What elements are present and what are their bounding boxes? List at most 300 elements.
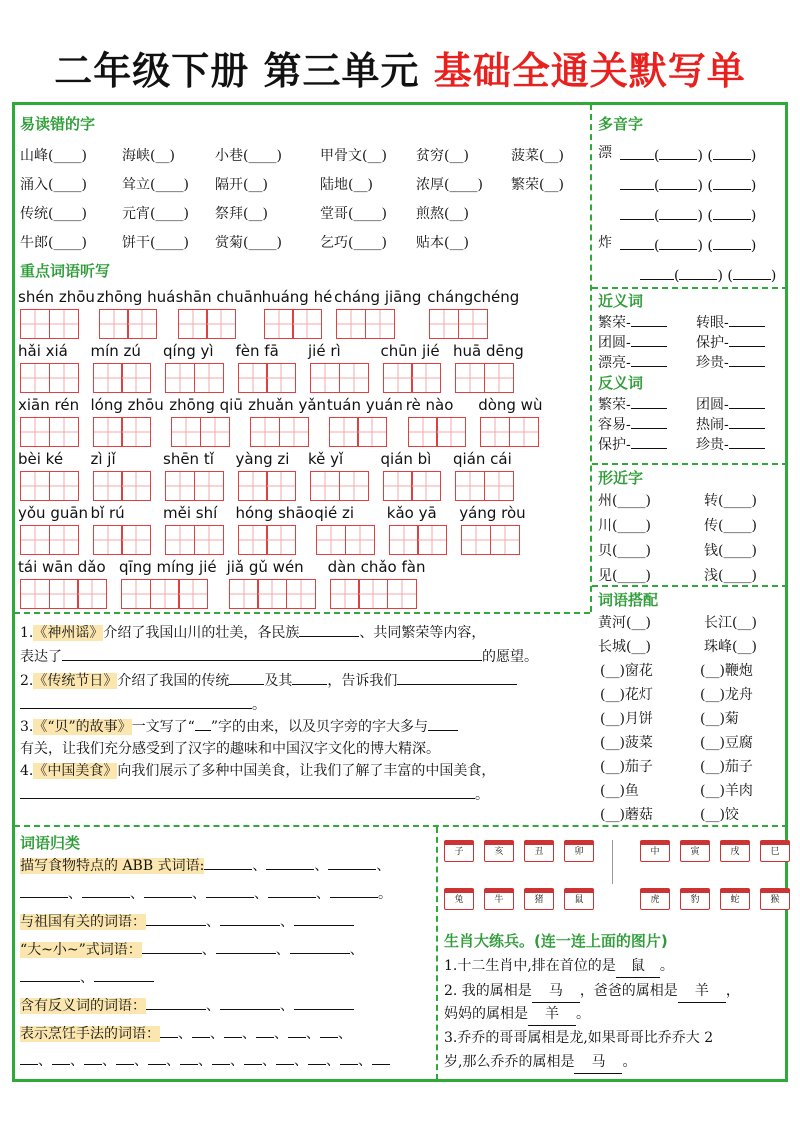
tianzige-box[interactable]	[329, 417, 359, 447]
blank[interactable]	[713, 176, 751, 190]
text-line: 、 、 、 、 、 、 、 、 、 、 、	[20, 1050, 390, 1072]
blank[interactable]	[320, 1024, 338, 1038]
antonym-word: 热闹-	[696, 417, 729, 433]
match-item[interactable]: (__)龙舟	[700, 687, 753, 703]
match-item[interactable]: (__)茄子	[600, 759, 653, 775]
synonym-word: 繁荣-	[598, 315, 631, 331]
tianzige-box[interactable]	[121, 579, 151, 609]
text-line: 描写食物特点的 ABB 式词语: 、 、 、	[20, 858, 391, 874]
section-title: 形近字	[598, 469, 644, 487]
blank[interactable]	[397, 671, 517, 685]
category-label: “大~小~”式词语：	[20, 942, 142, 958]
misread-word[interactable]: 涌入(____)	[20, 177, 87, 193]
tianzige-box[interactable]	[257, 579, 287, 609]
similar-char[interactable]: 州(____)	[598, 493, 651, 509]
tianzige-box[interactable]	[229, 579, 259, 609]
tianzige-box[interactable]	[20, 417, 50, 447]
misread-word[interactable]: 陆地(__)	[320, 177, 373, 193]
section-title: 近义词	[598, 292, 644, 310]
antonym-word: 保护-	[598, 437, 631, 453]
blank[interactable]	[294, 912, 354, 926]
pair-word	[598, 434, 667, 454]
tianzige-box[interactable]	[310, 471, 340, 501]
tianzige-box[interactable]	[480, 417, 510, 447]
text-line	[20, 670, 517, 692]
writing-boxes	[389, 525, 446, 555]
blank[interactable]	[84, 1051, 102, 1065]
misread-word[interactable]: 繁荣(__)	[511, 177, 564, 193]
tianzige-box[interactable]	[266, 525, 296, 555]
tianzige-box[interactable]	[411, 471, 441, 501]
tianzige-box[interactable]	[121, 363, 151, 393]
blank[interactable]	[256, 1024, 274, 1038]
blank[interactable]	[631, 353, 667, 367]
match-item[interactable]: (__)鱼	[600, 783, 639, 799]
blank[interactable]	[733, 266, 771, 280]
tianzige-box[interactable]	[264, 309, 294, 339]
misread-word[interactable]: 牛郎(____)	[20, 235, 87, 251]
misread-word[interactable]: 贫穷(__)	[416, 148, 469, 164]
answer[interactable]: 马	[532, 980, 580, 1003]
tianzige-box[interactable]	[461, 525, 491, 555]
similar-char[interactable]: 浅(____)	[704, 568, 757, 584]
text-line: 表示烹饪手法的词语： 、 、 、 、 、 、	[20, 1026, 352, 1042]
answer[interactable]: 马	[574, 1051, 622, 1074]
blank[interactable]	[52, 1051, 70, 1065]
tianzige-box[interactable]	[49, 579, 79, 609]
tianzige-box[interactable]	[165, 363, 195, 393]
text-line: 、	[20, 967, 154, 989]
writing-boxes	[20, 525, 77, 555]
writing-boxes	[238, 363, 295, 393]
match-item[interactable]: (__)羊肉	[700, 783, 753, 799]
zodiac-card[interactable]: 寅	[680, 840, 710, 862]
blank[interactable]	[620, 146, 654, 160]
tianzige-box[interactable]	[127, 309, 157, 339]
divider	[14, 612, 590, 614]
writing-boxes	[121, 579, 207, 609]
tianzige-box[interactable]	[387, 579, 417, 609]
pinyin: xiān rén	[18, 396, 80, 414]
pinyin: qié zi	[314, 504, 355, 522]
match-item[interactable]: (__)窗花	[600, 663, 653, 679]
blank[interactable]	[729, 353, 765, 367]
tianzige-box[interactable]	[389, 525, 419, 555]
divider	[592, 585, 788, 587]
writing-boxes	[165, 525, 222, 555]
blank[interactable]	[713, 236, 751, 250]
pinyin: kě yǐ	[308, 450, 344, 468]
tianzige-box[interactable]	[77, 579, 107, 609]
writing-boxes	[99, 309, 156, 339]
text: 表达了	[20, 649, 62, 665]
blank[interactable]	[620, 236, 654, 250]
blank[interactable]	[631, 415, 667, 429]
tianzige-box[interactable]	[279, 417, 309, 447]
tianzige-box[interactable]	[455, 363, 485, 393]
blank[interactable]	[659, 206, 697, 220]
pinyin: yáng ròu	[459, 504, 526, 522]
tianzige-box[interactable]	[238, 471, 268, 501]
blank[interactable]	[729, 313, 765, 327]
tianzige-box[interactable]	[49, 363, 79, 393]
blank[interactable]	[268, 884, 316, 898]
blank[interactable]	[144, 884, 192, 898]
blank[interactable]	[212, 1051, 230, 1065]
pair-word	[696, 352, 765, 372]
tianzige-box[interactable]	[178, 579, 208, 609]
tianzige-box[interactable]	[411, 363, 441, 393]
match-item[interactable]: (__)花灯	[600, 687, 653, 703]
text: 介绍了我国山川的壮美，各民族	[103, 625, 300, 641]
writing-boxes	[408, 417, 465, 447]
match-item[interactable]: (__)菠菜	[600, 735, 653, 751]
blank[interactable]	[216, 940, 276, 954]
blank[interactable]	[229, 671, 264, 685]
divider	[592, 287, 788, 289]
tianzige-box[interactable]	[490, 525, 520, 555]
misread-word[interactable]: 小巷(____)	[215, 148, 282, 164]
tianzige-box[interactable]	[93, 363, 123, 393]
tianzige-box[interactable]	[509, 417, 539, 447]
zodiac-card[interactable]: 蛇	[720, 888, 750, 910]
match-item[interactable]: (__)月饼	[600, 711, 653, 727]
tianzige-box[interactable]	[150, 579, 180, 609]
tianzige-box[interactable]	[20, 309, 50, 339]
tianzige-box[interactable]	[336, 309, 366, 339]
blank[interactable]	[729, 333, 765, 347]
text: 。	[659, 958, 674, 974]
match-item[interactable]: (__)蘑菇	[600, 807, 653, 823]
blank[interactable]	[729, 415, 765, 429]
zodiac-card[interactable]: 亥	[484, 840, 514, 862]
text-line	[20, 760, 495, 782]
blank[interactable]	[290, 940, 350, 954]
match-item[interactable]: 长城(__)	[598, 639, 651, 655]
blank[interactable]	[146, 996, 206, 1010]
title-black: 二年级下册 第三单元	[54, 48, 420, 93]
similar-char[interactable]: 钱(____)	[704, 543, 757, 559]
misread-word[interactable]: 堂哥(____)	[320, 206, 387, 222]
tianzige-box[interactable]	[316, 525, 346, 555]
pair-word	[598, 332, 667, 352]
zodiac-card[interactable]: 兔	[444, 888, 474, 910]
misread-word[interactable]: 浓厚(____)	[416, 177, 483, 193]
writing-boxes	[383, 471, 440, 501]
tianzige-box[interactable]	[357, 417, 387, 447]
tianzige-box[interactable]	[171, 417, 201, 447]
tianzige-box[interactable]	[250, 417, 280, 447]
misread-word[interactable]: 甲骨文(__)	[320, 148, 387, 164]
match-item[interactable]: 珠峰(__)	[704, 639, 757, 655]
blank[interactable]	[288, 1024, 306, 1038]
blank[interactable]	[620, 176, 654, 190]
tianzige-box[interactable]	[417, 525, 447, 555]
tianzige-box[interactable]	[429, 309, 459, 339]
match-item[interactable]: (__)菊	[700, 711, 739, 727]
misread-word[interactable]: 山峰(____)	[20, 148, 87, 164]
blank[interactable]	[62, 647, 482, 661]
category-label: 与祖国有关的词语：	[20, 914, 146, 930]
answer[interactable]: 羊	[678, 980, 726, 1003]
pair-word	[696, 434, 765, 454]
polyphone-char: 漂	[598, 145, 612, 161]
pinyin: bèi ké	[18, 450, 64, 468]
misread-word[interactable]: 祭拜(__)	[215, 206, 268, 222]
tianzige-box[interactable]	[49, 309, 79, 339]
pinyin: qián bì	[380, 450, 432, 468]
match-item[interactable]: (__)茄子	[700, 759, 753, 775]
answer[interactable]: 鼠	[616, 955, 660, 978]
tianzige-box[interactable]	[286, 579, 316, 609]
match-item[interactable]: (__)鞭炮	[700, 663, 753, 679]
tianzige-box[interactable]	[383, 363, 413, 393]
zodiac-card[interactable]: 子	[444, 840, 474, 862]
blank[interactable]	[116, 1051, 134, 1065]
zodiac-card[interactable]: 丑	[524, 840, 554, 862]
blank[interactable]	[299, 623, 359, 637]
tianzige-box[interactable]	[383, 471, 413, 501]
tianzige-box[interactable]	[266, 471, 296, 501]
zodiac-card[interactable]: 豹	[680, 888, 710, 910]
tianzige-box[interactable]	[20, 471, 50, 501]
similar-char[interactable]: 见(____)	[598, 568, 651, 584]
tianzige-box[interactable]	[49, 417, 79, 447]
blank[interactable]	[679, 266, 717, 280]
pinyin: hǎi xiá	[18, 342, 68, 360]
divider	[612, 840, 613, 884]
tianzige-box[interactable]	[408, 417, 438, 447]
zodiac-card[interactable]: 巳	[760, 840, 790, 862]
blank[interactable]	[180, 1051, 198, 1065]
blank[interactable]	[729, 395, 765, 409]
similar-char[interactable]: 转(____)	[704, 493, 757, 509]
text-line: 3.乔乔的哥哥属相是龙,如果哥哥比乔乔大 2	[444, 1030, 714, 1046]
category-label: 含有反义词的词语：	[20, 998, 146, 1014]
tianzige-box[interactable]	[455, 471, 485, 501]
pair-word	[598, 352, 667, 372]
writing-boxes	[93, 471, 150, 501]
writing-boxes	[310, 363, 367, 393]
blank[interactable]	[428, 717, 458, 731]
writing-boxes	[461, 525, 518, 555]
tianzige-box[interactable]	[339, 363, 369, 393]
text: 。	[576, 1006, 590, 1022]
blank[interactable]	[195, 717, 211, 731]
tianzige-box[interactable]	[194, 363, 224, 393]
blank[interactable]	[631, 395, 667, 409]
tianzige-box[interactable]	[194, 471, 224, 501]
misread-word[interactable]: 隔开(__)	[215, 177, 268, 193]
blank[interactable]	[204, 856, 252, 870]
text-line	[444, 1051, 636, 1074]
text-line	[20, 716, 458, 738]
zodiac-card[interactable]: 猪	[524, 888, 554, 910]
blank[interactable]	[292, 671, 327, 685]
tianzige-box[interactable]	[121, 471, 151, 501]
tianzige-box[interactable]	[238, 363, 268, 393]
blank[interactable]	[142, 940, 202, 954]
tianzige-box[interactable]	[206, 309, 236, 339]
zodiac-card[interactable]: 中	[640, 840, 670, 862]
blank[interactable]	[328, 856, 376, 870]
blank[interactable]	[640, 266, 674, 280]
blank[interactable]	[20, 884, 68, 898]
blank[interactable]	[330, 884, 378, 898]
pinyin: tái wān dǎo	[18, 558, 106, 576]
polyphone-char: 炸	[598, 235, 612, 251]
text: ，爸爸的属相是	[579, 983, 678, 999]
polyphone-blank-row: ( ) ( )	[620, 236, 756, 254]
tianzige-box[interactable]	[365, 309, 395, 339]
blank[interactable]	[146, 912, 206, 926]
tianzige-box[interactable]	[458, 309, 488, 339]
section-title: 多音字	[598, 115, 644, 133]
pinyin: lóng zhōu	[90, 396, 164, 414]
text: 岁,那么乔乔的属相是	[444, 1054, 575, 1070]
tianzige-box[interactable]	[238, 525, 268, 555]
tianzige-box[interactable]	[93, 525, 123, 555]
blank[interactable]	[729, 435, 765, 449]
zodiac-card[interactable]: 牛	[484, 888, 514, 910]
misread-word[interactable]: 乞巧(____)	[320, 235, 387, 251]
blank[interactable]	[266, 856, 314, 870]
misread-word[interactable]: 煎熬(__)	[416, 206, 469, 222]
tianzige-box[interactable]	[330, 579, 360, 609]
tianzige-box[interactable]	[121, 525, 151, 555]
blank[interactable]	[659, 176, 697, 190]
tianzige-box[interactable]	[436, 417, 466, 447]
tianzige-box[interactable]	[49, 471, 79, 501]
tianzige-box[interactable]	[165, 471, 195, 501]
tianzige-box[interactable]	[165, 525, 195, 555]
writing-boxes	[93, 363, 150, 393]
misread-word[interactable]: 赏菊(____)	[215, 235, 282, 251]
tianzige-box[interactable]	[345, 525, 375, 555]
writing-boxes	[250, 417, 307, 447]
blank[interactable]	[20, 695, 252, 709]
misread-word[interactable]: 海峡(__)	[122, 148, 175, 164]
tianzige-box[interactable]	[292, 309, 322, 339]
pinyin: zhuǎn yǎn	[248, 396, 327, 414]
writing-boxes	[238, 471, 295, 501]
blank[interactable]	[713, 206, 751, 220]
text: 妈妈的属相是	[444, 1006, 528, 1022]
blank[interactable]	[224, 1024, 242, 1038]
blank[interactable]	[294, 996, 354, 1010]
tianzige-box[interactable]	[20, 579, 50, 609]
tianzige-box[interactable]	[339, 471, 369, 501]
blank[interactable]	[308, 1051, 326, 1065]
zodiac-card[interactable]: 猴	[760, 888, 790, 910]
tianzige-box[interactable]	[484, 471, 514, 501]
synonym-word: 转眼-	[696, 315, 729, 331]
misread-word[interactable]: 菠菜(__)	[511, 148, 564, 164]
num: 2.	[20, 673, 34, 689]
text-line: 有关，让我们充分感受到了汉字的趣味和中国汉字文化的博大精深。	[20, 741, 440, 757]
tianzige-box[interactable]	[20, 525, 50, 555]
blank[interactable]	[620, 206, 654, 220]
misread-word[interactable]: 饼干(____)	[122, 235, 189, 251]
match-item[interactable]: 黄河(__)	[598, 615, 651, 631]
blank[interactable]	[631, 313, 667, 327]
writing-boxes	[171, 417, 228, 447]
blank[interactable]	[160, 1024, 178, 1038]
blank[interactable]	[659, 236, 697, 250]
tianzige-box[interactable]	[121, 417, 151, 447]
blank[interactable]	[631, 333, 667, 347]
tianzige-box[interactable]	[49, 525, 79, 555]
tianzige-box[interactable]	[484, 363, 514, 393]
blank[interactable]	[206, 884, 254, 898]
text-line	[444, 1003, 590, 1026]
writing-boxes	[20, 579, 106, 609]
tianzige-box[interactable]	[20, 363, 50, 393]
zodiac-card[interactable]: 鼠	[564, 888, 594, 910]
tianzige-box[interactable]	[99, 309, 129, 339]
tianzige-box[interactable]	[200, 417, 230, 447]
blank[interactable]	[713, 146, 751, 160]
similar-char[interactable]: 贝(____)	[598, 543, 651, 559]
misread-word[interactable]: 贴本(__)	[416, 235, 469, 251]
misread-word[interactable]: 传统(____)	[20, 206, 87, 222]
tianzige-box[interactable]	[310, 363, 340, 393]
section-title: 生肖大练兵。(连一连上面的图片)	[444, 932, 668, 950]
zodiac-card[interactable]: 戌	[720, 840, 750, 862]
zodiac-card[interactable]: 卯	[564, 840, 594, 862]
blank[interactable]	[20, 1051, 38, 1065]
tianzige-box[interactable]	[266, 363, 296, 393]
similar-char[interactable]: 传(____)	[704, 518, 757, 534]
blank[interactable]	[220, 912, 280, 926]
match-item[interactable]: (__)豆腐	[700, 735, 753, 751]
tianzige-box[interactable]	[178, 309, 208, 339]
blank[interactable]	[372, 1051, 390, 1065]
blank[interactable]	[220, 996, 280, 1010]
match-item[interactable]: 长江(__)	[704, 615, 757, 631]
misread-word[interactable]: 耸立(____)	[122, 177, 189, 193]
similar-char[interactable]: 川(____)	[598, 518, 651, 534]
blank[interactable]	[244, 1051, 262, 1065]
zodiac-card[interactable]: 虎	[640, 888, 670, 910]
section-title: 易读错的字	[20, 115, 96, 133]
blank[interactable]	[631, 435, 667, 449]
blank[interactable]	[340, 1051, 358, 1065]
blank[interactable]	[20, 785, 475, 799]
tianzige-box[interactable]	[358, 579, 388, 609]
text-line: 与祖国有关的词语： 、 、	[20, 911, 354, 933]
answer[interactable]: 羊	[528, 1003, 576, 1026]
tianzige-box[interactable]	[93, 471, 123, 501]
antonym-word: 珍贵-	[696, 437, 729, 453]
blank[interactable]	[82, 884, 130, 898]
lesson-title: 《传统节日》	[33, 673, 118, 689]
writing-boxes	[20, 309, 77, 339]
blank[interactable]	[20, 968, 80, 982]
blank[interactable]	[659, 146, 697, 160]
misread-word[interactable]: 元宵(____)	[122, 206, 189, 222]
blank[interactable]	[192, 1024, 210, 1038]
blank[interactable]	[94, 968, 154, 982]
match-item[interactable]: (__)饺	[700, 807, 739, 823]
tianzige-box[interactable]	[194, 525, 224, 555]
blank[interactable]	[148, 1051, 166, 1065]
writing-boxes	[165, 363, 222, 393]
tianzige-box[interactable]	[93, 417, 123, 447]
pinyin: jiǎ gǔ wén	[226, 558, 304, 576]
writing-boxes	[455, 363, 512, 393]
blank[interactable]	[276, 1051, 294, 1065]
